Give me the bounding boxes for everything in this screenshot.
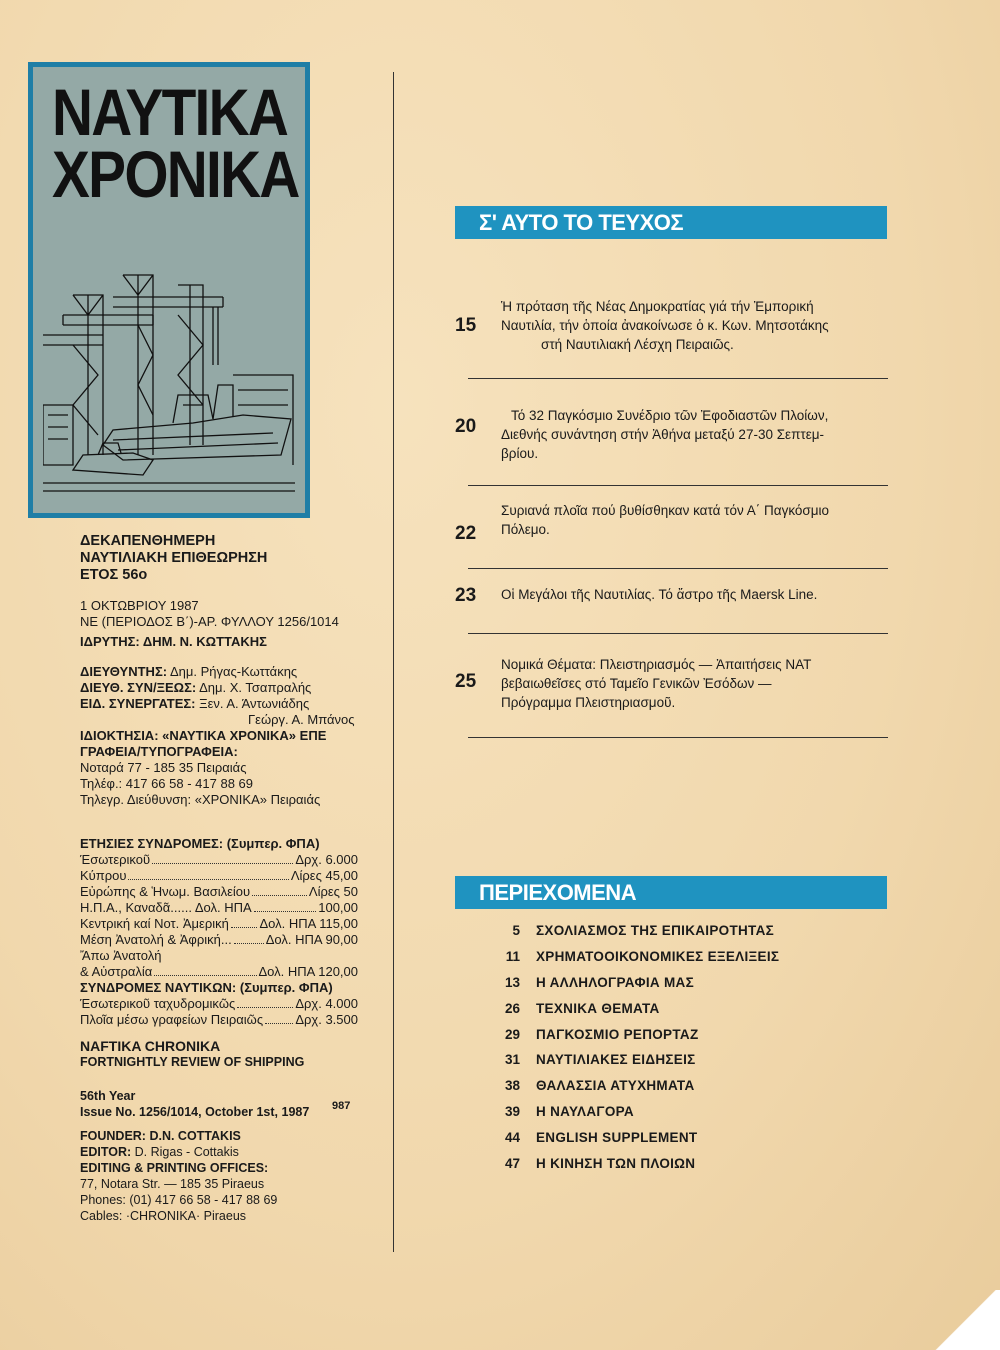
naval-subscription-label: Έσωτερικοῦ ταχυδρομικῶς: [80, 996, 236, 1011]
subscription-row: [80, 868, 358, 884]
contents-page-number: 38: [504, 1078, 520, 1094]
subscription-row: [80, 916, 358, 932]
contents-page-number: 13: [504, 974, 520, 990]
article-line: στή Ναυτιλιακή Λέσχη Πειραιῶς.: [541, 337, 734, 352]
contents-label: ΝΑΥΤΙΛΙΑΚΕΣ ΕΙΔΗΣΕΙΣ: [536, 1052, 696, 1068]
review-type: ΝΑΥΤΙΛΙΑΚΗ ΕΠΙΘΕΩΡΗΣΗ: [80, 550, 268, 566]
article-page-number: 15: [455, 315, 477, 336]
contents-list: [490, 918, 890, 1176]
contents-item[interactable]: [490, 1099, 890, 1125]
cover-panel: [28, 62, 310, 518]
english-founder-label: FOUNDER:: [80, 1129, 146, 1143]
volume-year: ΕΤΟΣ 56ο: [80, 567, 148, 583]
contents-page-number: 11: [505, 949, 520, 965]
contents-item[interactable]: [490, 995, 890, 1021]
article-page-number: 23: [455, 585, 477, 606]
offices-label: ΓΡΑΦΕΙΑ/ΤΥΠΟΓΡΑΦΕΙΑ:: [80, 744, 238, 759]
cover-title-line2: ΧΡΟΝΙΚΑ: [52, 137, 299, 211]
article-line: Διεθνής συνάντηση στήν Ἀθήνα μεταξύ 27-30 Σεπτεμ-: [501, 427, 825, 442]
english-founder: D.N. COTTAKIS: [149, 1129, 241, 1143]
contents-item[interactable]: [490, 1073, 890, 1099]
contents-page-number: 44: [504, 1129, 520, 1145]
subscription-value: Δολ. ΗΠΑ 90,00: [265, 932, 358, 947]
in-this-issue-header: Σ' ΑΥΤΟ ΤΟ ΤΕΥΧΟΣ: [455, 206, 887, 239]
subscriptions-title: ΕΤΗΣΙΕΣ ΣΥΝΔΡΟΜΕΣ: (Συμπερ. ΦΠΑ): [80, 836, 320, 851]
cover-title-line1: ΝΑΥΤΙΚΑ: [52, 75, 288, 149]
far-east-line2: & Αὐστραλία: [80, 964, 153, 979]
article-text: [501, 585, 901, 604]
subscription-value: Δολ. ΗΠΑ 115,00: [259, 916, 358, 931]
subscription-row: [80, 884, 358, 900]
special-name-1: Ξεν. Α. Άντωνιάδης: [199, 696, 310, 711]
folded-corner: [930, 1290, 1000, 1350]
english-phones: Phones: (01) 417 66 58 - 417 88 69: [80, 1193, 278, 1207]
far-east-row: [80, 964, 358, 980]
naval-subscription-value: Δρχ. 4.000: [295, 996, 358, 1011]
contents-label: Η ΚΙΝΗΣΗ ΤΩΝ ΠΛΟΙΩΝ: [536, 1155, 696, 1171]
contents-item[interactable]: [490, 918, 890, 944]
divider-rule: [468, 633, 888, 634]
contents-label: ΣΧΟΛΙΑΣΜΟΣ ΤΗΣ ΕΠΙΚΑΙΡΟΤΗΤΑΣ: [536, 923, 775, 939]
cover-title: [52, 75, 299, 211]
english-year: 56th Year: [80, 1089, 136, 1103]
naval-subscription-label: Πλοῖα μέσω γραφείων Πειραιῶς: [80, 1012, 264, 1027]
owner-line: ΙΔΙΟΚΤΗΣΙΑ: «ΝΑΥΤΙΚΑ ΧΡΟΝΙΚΑ» ΕΠΕ: [80, 728, 327, 743]
article-page-number: 20: [455, 416, 477, 437]
contents-page-number: 29: [504, 1026, 520, 1042]
divider-rule: [468, 568, 888, 569]
article-line: Ἡ πρόταση τῆς Νέας Δημοκρατίας γιά τήν Ἐμπορική: [501, 299, 814, 314]
subscription-label: Κύπρου: [80, 868, 127, 883]
subscription-value: Λίρες 45,00: [290, 868, 358, 883]
director-label: ΔΙΕΥΘΥΝΤΗΣ:: [80, 664, 168, 679]
article-line: Ναυτιλία, τήν ὁποία ἀνακοίνωσε ὁ κ. Κων. Μητσοτάκης: [501, 318, 829, 333]
article-line: βεβαιωθεῖσες στό Ταμεῖο Γενικῶν Ἐσόδων —: [501, 676, 772, 691]
article-page-number: 22: [455, 523, 477, 544]
subscription-label: Μέση Ἀνατολή & Ἀφρική...: [80, 932, 232, 947]
contents-label: ENGLISH SUPPLEMENT: [536, 1129, 698, 1145]
english-editor: D. Rigas - Cottakis: [134, 1145, 239, 1159]
naval-subscription-value: Δρχ. 3.500: [295, 1012, 358, 1027]
subscription-label: Εὐρώπης & Ἡνωμ. Βασιλείου: [80, 884, 251, 899]
contents-page-number: 47: [504, 1155, 520, 1171]
subscription-label: Κεντρική καί Νοτ. Ἀμερική: [80, 916, 229, 931]
subscriptions-list: [80, 852, 358, 948]
cable-line: Τηλεγρ. Διεύθυνση: «ΧΡΟΝΙΚΑ» Πειραιάς: [80, 792, 321, 807]
stray-number: 987: [332, 1100, 351, 1112]
contents-label: Η ΝΑΥΛΑΓΟΡΑ: [536, 1103, 634, 1119]
director-name: Δημ. Ρήγας-Κωττάκης: [169, 664, 298, 679]
article-line: Νομικά Θέματα: Πλειστηριασμός — Ἀπαιτήσεις ΝΑΤ: [501, 657, 812, 672]
divider-rule: [468, 378, 888, 379]
english-offices: EDITING & PRINTING OFFICES:: [80, 1161, 269, 1175]
english-subtitle: FORTNIGHTLY REVIEW OF SHIPPING: [80, 1055, 305, 1069]
contents-item[interactable]: [490, 1047, 890, 1073]
article-page-number: 25: [455, 671, 477, 692]
english-address: 77, Notara Str. — 185 35 Piraeus: [80, 1177, 265, 1191]
naval-subscription-row: [80, 1012, 358, 1028]
contents-item[interactable]: [490, 944, 890, 970]
subscription-value: Δρχ. 6.000: [295, 852, 358, 867]
contents-label: ΧΡΗΜΑΤΟΟΙΚΟΝΟΜΙΚΕΣ ΕΞΕΛΙΞΕΙΣ: [536, 949, 780, 965]
contents-page-number: 5: [512, 923, 520, 939]
subscription-row: [80, 932, 358, 948]
far-east-line1: Ἄπω Ἀνατολή: [80, 948, 162, 963]
contents-label: ΤΕΧΝΙΚΑ ΘΕΜΑΤΑ: [536, 1000, 660, 1016]
contents-page-number: 31: [504, 1052, 520, 1068]
issue-number: ΝΕ (ΠΕΡΙΟΔΟΣ Β΄)-ΑΡ. ΦΥΛΛΟΥ 1256/1014: [80, 614, 339, 629]
founder-line: ΙΔΡΥΤΗΣ: ΔΗΜ. Ν. ΚΩΤΤΑΚΗΣ: [80, 634, 267, 649]
article-line: Πρόγραμμα Πλειστηριασμοῦ.: [501, 695, 676, 710]
contents-label: ΠΑΓΚΟΣΜΙΟ ΡΕΠΟΡΤΑΖ: [536, 1026, 699, 1042]
harbor-cranes-illustration: [43, 255, 295, 505]
english-issue-text: Issue No. 1256/1014, October 1st, 1987: [80, 1105, 310, 1119]
article-line: Πόλεμο.: [501, 522, 550, 537]
english-issue: [80, 1100, 380, 1120]
article-text: [501, 406, 901, 463]
special-label: ΕΙΔ. ΣΥΝΕΡΓΑΤΕΣ:: [80, 696, 196, 711]
article-text: [501, 501, 901, 539]
issue-date: 1 ΟΚΤΩΒΡΙΟΥ 1987: [80, 598, 199, 613]
english-cables: Cables: ·CHRONIKA· Piraeus: [80, 1209, 247, 1223]
contents-item[interactable]: [490, 1021, 890, 1047]
phone-line: Τηλέφ.: 417 66 58 - 417 88 69: [80, 776, 253, 791]
far-east-value: Δολ. ΗΠΑ 120,00: [258, 964, 358, 979]
contents-item[interactable]: [490, 1150, 890, 1176]
article-line: βρίου.: [501, 446, 539, 461]
contents-page-number: 26: [504, 1000, 520, 1016]
naval-subscriptions-title: ΣΥΝΔΡΟΜΕΣ ΝΑΥΤΙΚΩΝ: (Συμπερ. ΦΠΑ): [80, 980, 333, 995]
contents-label: Η ΑΛΛΗΛΟΓΡΑΦΙΑ ΜΑΣ: [536, 974, 694, 990]
article-line: Τό 32 Παγκόσμιο Συνέδριο τῶν Ἐφοδιαστῶν Πλοίων,: [511, 408, 829, 423]
subscription-value: Λίρες 50: [308, 884, 358, 899]
article-line: Οἱ Μεγάλοι τῆς Ναυτιλίας. Τό ἄστρο τῆς Maersk Line.: [501, 587, 818, 602]
divider-rule: [468, 737, 888, 738]
subscription-row: [80, 852, 358, 868]
special-name-2: Γεώργ. Α. Μπάνος: [248, 712, 355, 727]
subscription-row: [80, 900, 358, 916]
editor-label: ΔΙΕΥΘ. ΣΥΝ/ΞΕΩΣ:: [80, 680, 197, 695]
contents-page-number: 39: [504, 1103, 520, 1119]
divider-rule: [468, 485, 888, 486]
article-text: [501, 297, 901, 354]
naval-subscriptions-list: [80, 996, 358, 1028]
contents-header: ΠΕΡΙΕΧΟΜΕΝΑ: [455, 876, 887, 909]
contents-item[interactable]: [490, 1124, 890, 1150]
english-editor-label: EDITOR:: [80, 1145, 132, 1159]
column-divider: [393, 72, 394, 1252]
article-text: [501, 655, 901, 712]
editor-name: Δημ. Χ. Τσαπραλής: [199, 680, 312, 695]
article-line: Συριανά πλοῖα πού βυθίσθηκαν κατά τόν Α΄ Παγκόσμιο: [501, 503, 830, 518]
address-line: Νοταρά 77 - 185 35 Πειραιάς: [80, 760, 247, 775]
subscription-value: 100,00: [318, 900, 358, 915]
subscription-label: Έσωτερικοῦ: [80, 852, 151, 867]
periodicity: ΔΕΚΑΠΕΝΘΗΜΕΡΗ: [80, 533, 216, 549]
contents-item[interactable]: [490, 970, 890, 996]
english-title: NAFTIKA CHRONIKA: [80, 1038, 221, 1054]
contents-label: ΘΑΛΑΣΣΙΑ ΑΤΥΧΗΜΑΤΑ: [536, 1078, 695, 1094]
masthead-column: [80, 533, 380, 1224]
naval-subscription-row: [80, 996, 358, 1012]
subscription-label: Η.Π.Α., Καναδᾶ...... Δολ. ΗΠΑ: [80, 900, 252, 915]
